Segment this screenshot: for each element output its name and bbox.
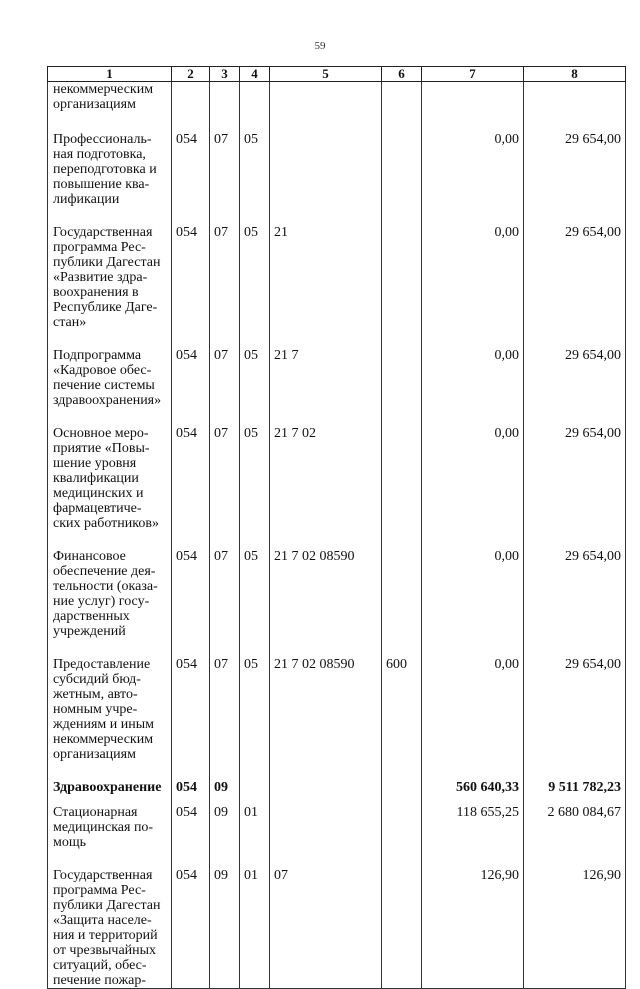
cell-value: 600 <box>386 657 407 672</box>
row-name-text: Основное меро- приятие «Повы- шение уровня квалификации медицинских и фармацевтиче- ских работников» <box>53 426 159 531</box>
row-target-article-cell <box>270 82 382 133</box>
table-row <box>48 780 626 805</box>
column-header: 1 <box>48 67 172 82</box>
cell-value: 21 7 02 08590 <box>274 549 355 564</box>
row-amount-col7-cell <box>422 549 524 657</box>
cell-value: 2 680 084,67 <box>547 805 621 820</box>
row-target-article-cell <box>270 348 382 426</box>
row-expense-type-cell <box>382 82 422 133</box>
row-amount-col8-cell <box>524 780 626 805</box>
row-amount-col7-cell <box>422 426 524 549</box>
cell-value: 07 <box>214 657 228 672</box>
row-name-text: Государственная программа Рес- публики Дагестан «Развитие здра- воохранения в Республике Даге- стан» <box>53 225 161 330</box>
cell-value: 29 654,00 <box>565 549 621 564</box>
cell-value: 054 <box>176 348 197 363</box>
row-amount-col7-cell <box>422 82 524 133</box>
cell-value: 21 7 02 <box>274 426 316 441</box>
row-code-cell <box>172 132 210 225</box>
column-header: 6 <box>382 67 422 82</box>
row-amount-col8-cell <box>524 426 626 549</box>
cell-value: 054 <box>176 549 197 564</box>
row-name-cell <box>48 657 172 780</box>
cell-value: 05 <box>244 132 258 147</box>
row-amount-col7-cell <box>422 657 524 780</box>
cell-value: 09 <box>214 868 228 883</box>
row-target-article-cell <box>270 426 382 549</box>
row-expense-type-cell <box>382 805 422 868</box>
cell-value: 21 <box>274 225 288 240</box>
table-row <box>48 225 626 348</box>
cell-value: 054 <box>176 805 197 820</box>
page-number: 59 <box>314 40 326 52</box>
cell-value: 054 <box>176 780 197 795</box>
row-name-text: Профессиональ- ная подготовка, переподготовка и повышение ква- лификации <box>53 132 157 207</box>
row-target-article-cell <box>270 657 382 780</box>
row-amount-col8-cell <box>524 549 626 657</box>
row-code-cell <box>172 805 210 868</box>
cell-value: 0,00 <box>494 426 519 441</box>
cell-value: 9 511 782,23 <box>548 780 621 795</box>
cell-value: 054 <box>176 225 197 240</box>
row-section-cell <box>210 805 240 868</box>
row-amount-col7-cell <box>422 348 524 426</box>
row-amount-col7-cell <box>422 132 524 225</box>
cell-value: 05 <box>244 549 258 564</box>
cell-value: 054 <box>176 868 197 883</box>
row-expense-type-cell <box>382 868 422 989</box>
column-header: 4 <box>240 67 270 82</box>
row-name-text: Подпрограмма «Кадровое обес- печение системы здравоохранения» <box>53 348 162 408</box>
table-row <box>48 132 626 225</box>
row-section-cell <box>210 780 240 805</box>
row-name-text: Предоставление субсидий бюд- жетным, авто- номным учре- ждениям и иным некоммерческим организациям <box>53 657 155 762</box>
row-amount-col7-cell <box>422 225 524 348</box>
row-section-cell <box>210 868 240 989</box>
row-section-cell <box>210 132 240 225</box>
cell-value: 29 654,00 <box>565 132 621 147</box>
row-subsection-cell <box>240 82 270 133</box>
row-section-cell <box>210 426 240 549</box>
cell-value: 054 <box>176 132 197 147</box>
row-amount-col7-cell <box>422 805 524 868</box>
row-amount-col8-cell <box>524 225 626 348</box>
cell-value: 29 654,00 <box>565 348 621 363</box>
row-expense-type-cell <box>382 348 422 426</box>
row-expense-type-cell <box>382 426 422 549</box>
row-target-article-cell <box>270 868 382 989</box>
cell-value: 07 <box>214 549 228 564</box>
row-expense-type-cell <box>382 549 422 657</box>
cell-value: 054 <box>176 426 197 441</box>
table-row <box>48 868 626 989</box>
row-name-cell <box>48 348 172 426</box>
row-amount-col7-cell <box>422 868 524 989</box>
row-subsection-cell <box>240 549 270 657</box>
row-subsection-cell <box>240 426 270 549</box>
row-code-cell <box>172 348 210 426</box>
cell-value: 054 <box>176 657 197 672</box>
table-row <box>48 549 626 657</box>
row-amount-col8-cell <box>524 348 626 426</box>
table-row <box>48 426 626 549</box>
row-name-cell <box>48 82 172 133</box>
column-header: 8 <box>524 67 626 82</box>
row-name-cell <box>48 225 172 348</box>
row-section-cell <box>210 549 240 657</box>
row-subsection-cell <box>240 225 270 348</box>
cell-value: 0,00 <box>494 132 519 147</box>
row-name-cell <box>48 132 172 225</box>
row-target-article-cell <box>270 132 382 225</box>
row-target-article-cell <box>270 805 382 868</box>
cell-value: 0,00 <box>494 657 519 672</box>
row-expense-type-cell <box>382 132 422 225</box>
row-amount-col8-cell <box>524 132 626 225</box>
cell-value: 07 <box>214 426 228 441</box>
cell-value: 21 7 02 08590 <box>274 657 355 672</box>
row-amount-col8-cell <box>524 805 626 868</box>
table-row <box>48 657 626 780</box>
row-subsection-cell <box>240 780 270 805</box>
cell-value: 126,90 <box>480 868 519 883</box>
row-name-text: Государственная программа Рес- публики Дагестан «Защита населе- ния и территорий от чрезвычайных ситуаций, обес- печение пожар- <box>53 868 161 988</box>
cell-value: 01 <box>244 868 258 883</box>
table-row <box>48 805 626 868</box>
cell-value: 09 <box>214 780 228 795</box>
budget-table <box>47 66 626 989</box>
row-amount-col7-cell <box>422 780 524 805</box>
cell-value: 05 <box>244 348 258 363</box>
row-expense-type-cell <box>382 225 422 348</box>
row-section-cell <box>210 82 240 133</box>
row-code-cell <box>172 868 210 989</box>
cell-value: 118 655,25 <box>456 805 519 820</box>
cell-value: 01 <box>244 805 258 820</box>
cell-value: 126,90 <box>582 868 621 883</box>
cell-value: 09 <box>214 805 228 820</box>
cell-value: 05 <box>244 657 258 672</box>
row-name-text: некоммерческим организациям <box>53 82 154 112</box>
row-subsection-cell <box>240 348 270 426</box>
row-amount-col8-cell <box>524 657 626 780</box>
row-name-cell <box>48 868 172 989</box>
column-header: 5 <box>270 67 382 82</box>
row-subsection-cell <box>240 805 270 868</box>
row-name-cell <box>48 805 172 868</box>
cell-value: 29 654,00 <box>565 426 621 441</box>
row-name-cell <box>48 549 172 657</box>
row-code-cell <box>172 657 210 780</box>
row-section-cell <box>210 348 240 426</box>
row-section-cell <box>210 225 240 348</box>
cell-value: 560 640,33 <box>456 780 519 795</box>
column-header: 3 <box>210 67 240 82</box>
table-row <box>48 82 626 133</box>
cell-value: 07 <box>214 132 228 147</box>
row-code-cell <box>172 549 210 657</box>
cell-value: 07 <box>214 348 228 363</box>
cell-value: 05 <box>244 426 258 441</box>
row-target-article-cell <box>270 780 382 805</box>
row-name-text: Стационарная медицинская по- мощь <box>53 805 154 850</box>
row-expense-type-cell <box>382 657 422 780</box>
cell-value: 07 <box>214 225 228 240</box>
row-amount-col8-cell <box>524 868 626 989</box>
column-header: 2 <box>172 67 210 82</box>
cell-value: 0,00 <box>494 549 519 564</box>
column-header: 7 <box>422 67 524 82</box>
cell-value: 0,00 <box>494 225 519 240</box>
row-target-article-cell <box>270 549 382 657</box>
cell-value: 29 654,00 <box>565 225 621 240</box>
row-code-cell <box>172 225 210 348</box>
row-subsection-cell <box>240 132 270 225</box>
row-name-cell <box>48 426 172 549</box>
row-expense-type-cell <box>382 780 422 805</box>
row-subsection-cell <box>240 657 270 780</box>
row-subsection-cell <box>240 868 270 989</box>
row-code-cell <box>172 82 210 133</box>
row-code-cell <box>172 780 210 805</box>
row-target-article-cell <box>270 225 382 348</box>
cell-value: 05 <box>244 225 258 240</box>
row-name-cell <box>48 780 172 805</box>
row-name-text: Финансовое обеспечение дея- тельности (оказа- ние услуг) госу- дарственных учреждений <box>53 549 158 639</box>
cell-value: 0,00 <box>494 348 519 363</box>
row-code-cell <box>172 426 210 549</box>
row-section-cell <box>210 657 240 780</box>
row-name-text: Здравоохранение <box>53 780 162 795</box>
row-amount-col8-cell <box>524 82 626 133</box>
cell-value: 21 7 <box>274 348 299 363</box>
table-header <box>48 67 626 82</box>
table-body <box>48 82 626 989</box>
table-row <box>48 348 626 426</box>
cell-value: 29 654,00 <box>565 657 621 672</box>
cell-value: 07 <box>274 868 288 883</box>
